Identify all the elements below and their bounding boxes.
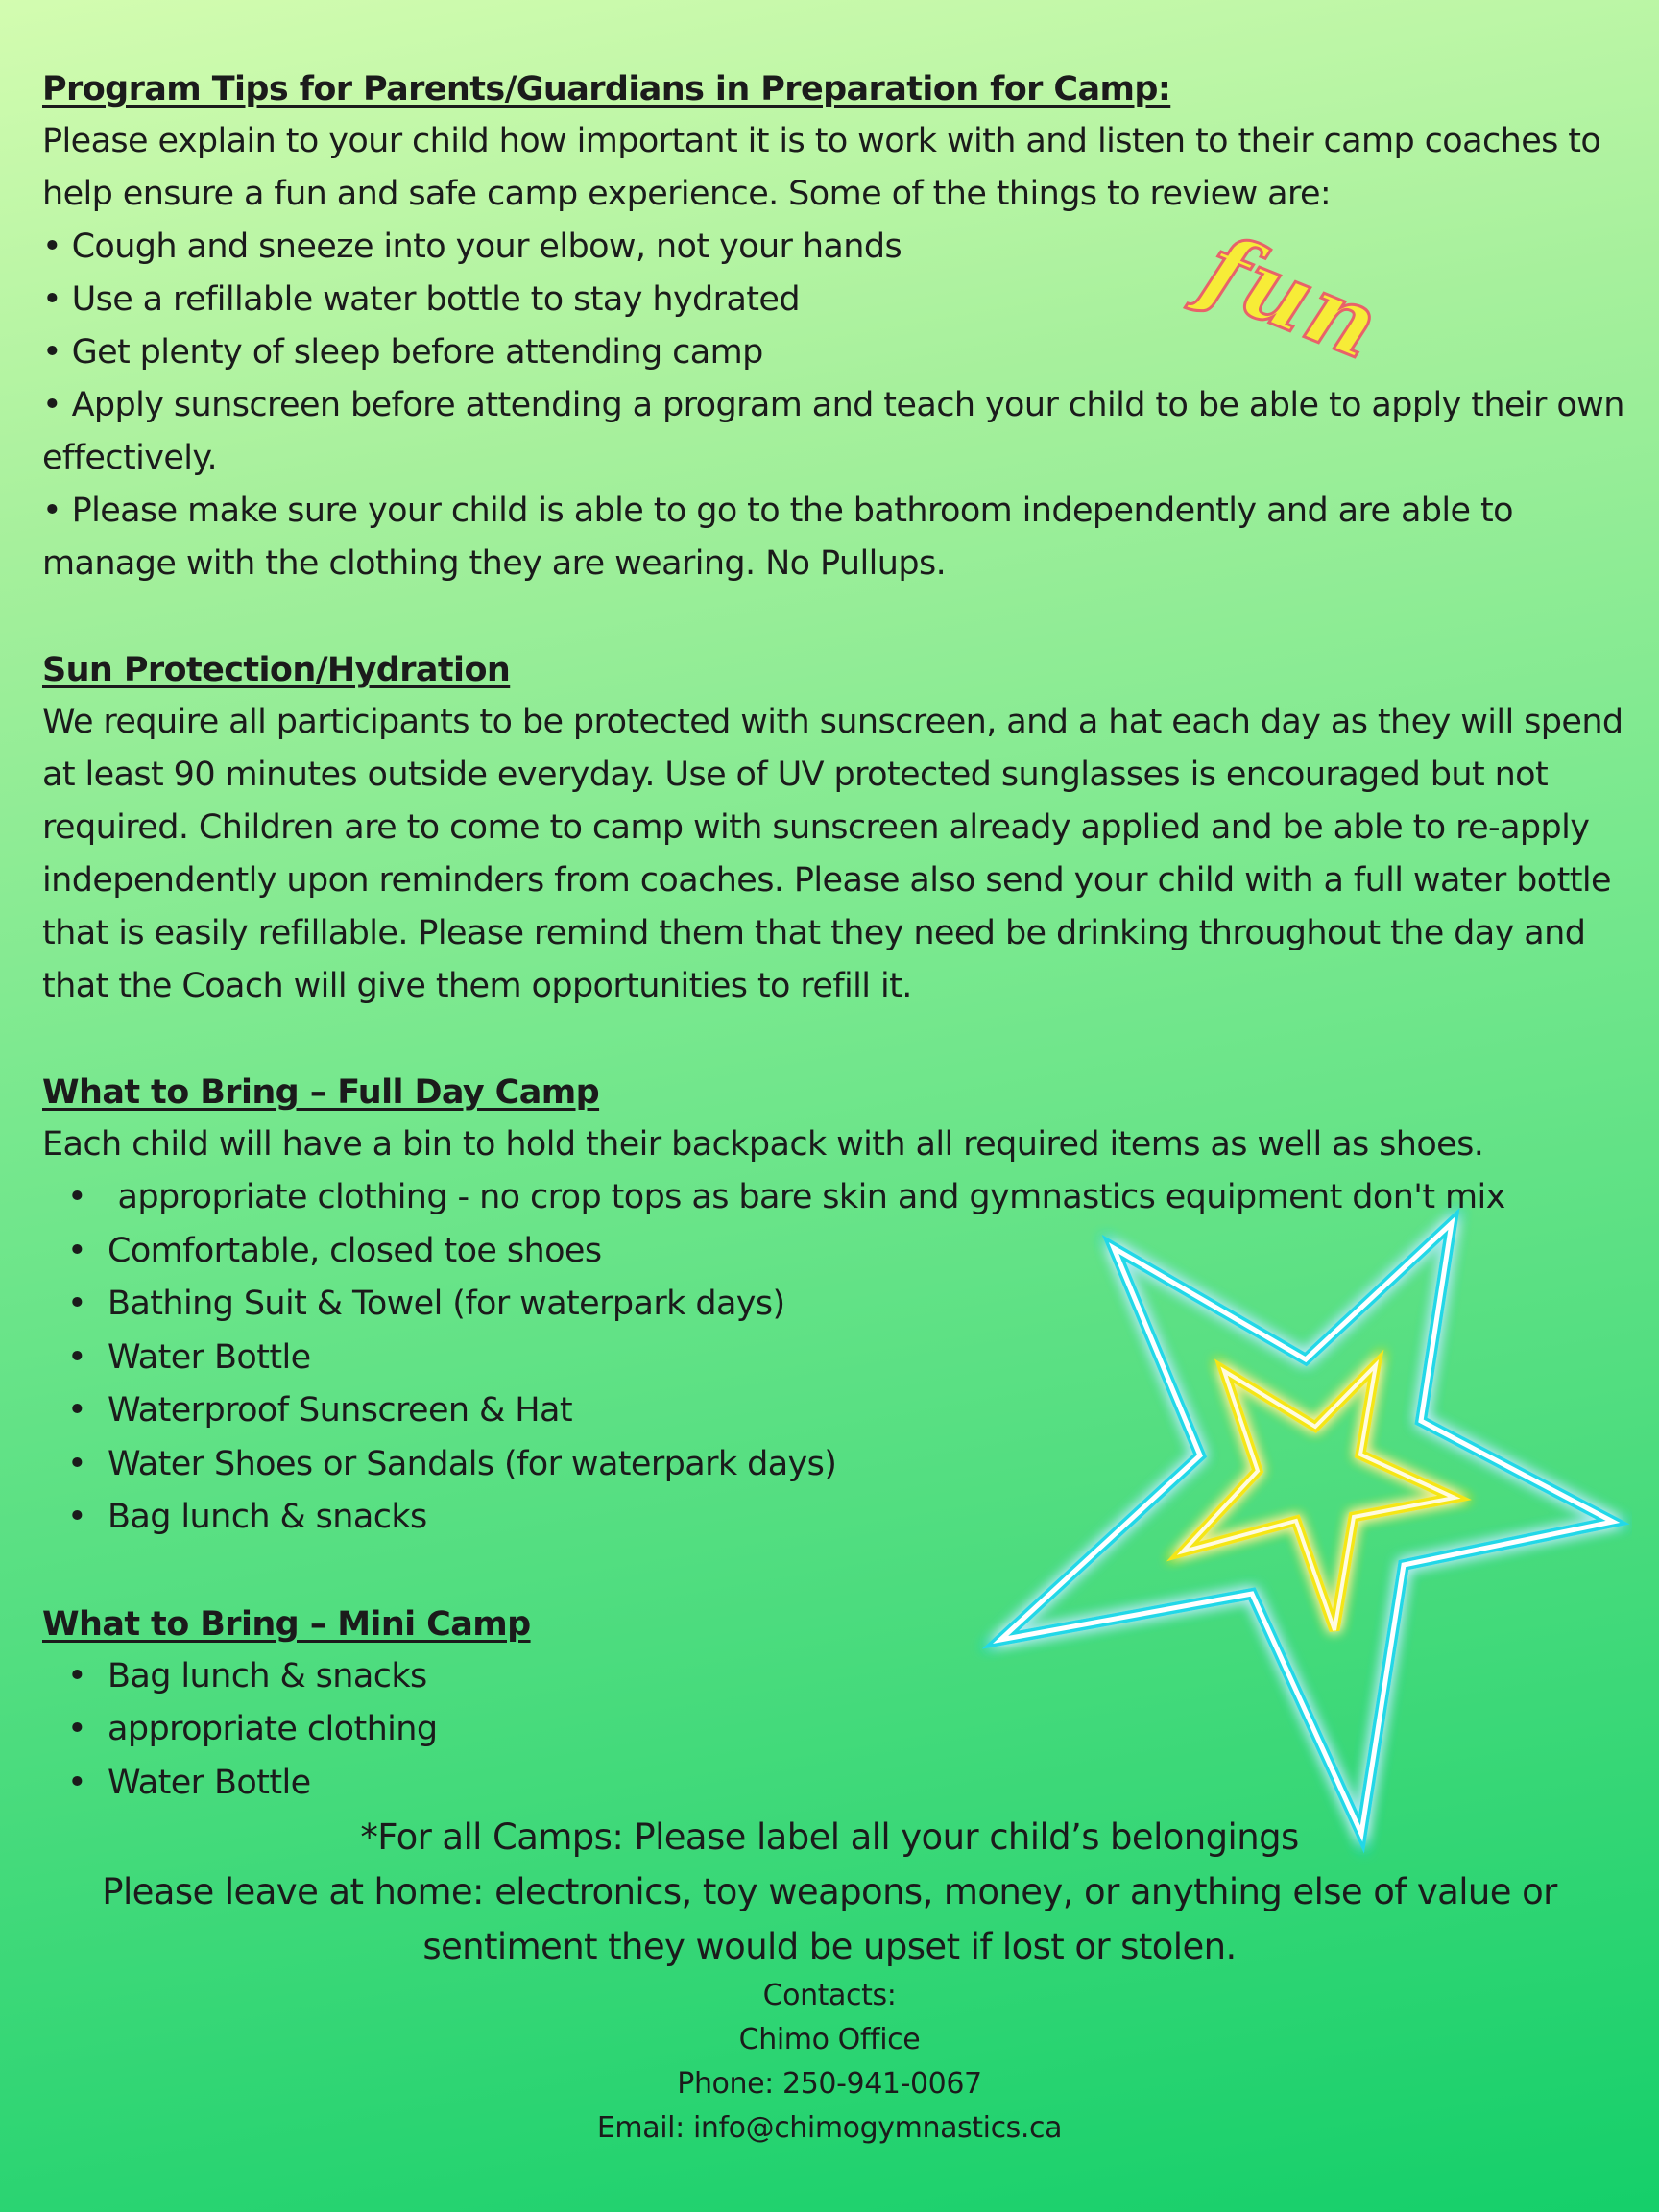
- program-tips-intro: Please explain to your child how important it is to work with and listen to their camp coaches to help ensure a fun and safe camp experience. Some of the things to review are:: [42, 122, 1601, 213]
- contact-phone: Phone: 250-941-0067: [677, 2067, 982, 2101]
- tip-item: • Cough and sneeze into your elbow, not your hands: [42, 228, 902, 266]
- list-item: • appropriate clothing - no crop tops as bare skin and gymnastics equipment don't mix: [67, 1171, 1626, 1225]
- label-belongings-note: *For all Camps: Please label all your child’s belongings: [360, 1816, 1299, 1858]
- list-item: • Waterproof Sunscreen & Hat: [67, 1384, 1626, 1438]
- sun-protection-section: [42, 644, 1626, 1013]
- list-item: • Bag lunch & snacks: [67, 1650, 1626, 1704]
- program-tips-section: [42, 63, 1626, 590]
- tip-item: • Please make sure your child is able to go to the bathroom independently and are able to manage with the clothing they are wearing. No Pullups.: [42, 492, 1513, 583]
- footer-section: [42, 1810, 1617, 2151]
- tip-item: • Apply sunscreen before attending a program and teach your child to be able to apply their own effectively.: [42, 386, 1624, 477]
- list-item: • Water Bottle: [67, 1332, 1626, 1385]
- sun-protection-heading: Sun Protection/Hydration: [42, 651, 511, 689]
- list-item: • Comfortable, closed toe shoes: [67, 1225, 1626, 1279]
- mini-camp-list: [42, 1650, 1626, 1811]
- contacts-label: Contacts:: [762, 1979, 897, 2012]
- full-day-intro: Each child will have a bin to hold their backpack with all required items as well as shoes.: [42, 1125, 1484, 1164]
- leave-at-home-note: Please leave at home: electronics, toy weapons, money, or anything else of value or sentiment they would be upset if lost or stolen.: [102, 1871, 1557, 1967]
- sun-protection-body: We require all participants to be protected with sunscreen, and a hat each day as they will spend at least 90 minutes outside everyday. Use of UV protected sunglasses is encouraged but not required. Children are to come to camp with sunscreen already applied and be able to re-apply independently upon reminders from coaches. Please also send your child with a full water bottle that is easily refillable. Please remind them that they need be drinking throughout the day and that the Coach will give them opportunities to refill it.: [42, 703, 1623, 1005]
- mini-camp-section: [42, 1599, 1626, 1811]
- full-day-heading: What to Bring – Full Day Camp: [42, 1073, 600, 1112]
- list-item: • Water Shoes or Sandals (for waterpark days): [67, 1438, 1626, 1492]
- contact-email: Email: info@chimogymnastics.ca: [596, 2111, 1063, 2145]
- full-day-section: [42, 1067, 1626, 1545]
- tip-item: • Use a refillable water bottle to stay hydrated: [42, 280, 800, 319]
- program-tips-heading: Program Tips for Parents/Guardians in Preparation for Camp:: [42, 70, 1171, 108]
- flyer-content: [42, 63, 1626, 2151]
- list-item: • Bathing Suit & Towel (for waterpark days): [67, 1278, 1626, 1332]
- list-item: • Water Bottle: [67, 1757, 1626, 1811]
- list-item: • Bag lunch & snacks: [67, 1491, 1626, 1545]
- fun-word-art: fun: [1188, 213, 1396, 381]
- mini-camp-heading: What to Bring – Mini Camp: [42, 1604, 531, 1644]
- tip-item: • Get plenty of sleep before attending camp: [42, 333, 763, 372]
- list-item: • appropriate clothing: [67, 1703, 1626, 1757]
- contact-office: Chimo Office: [738, 2023, 921, 2056]
- full-day-list: [42, 1171, 1626, 1545]
